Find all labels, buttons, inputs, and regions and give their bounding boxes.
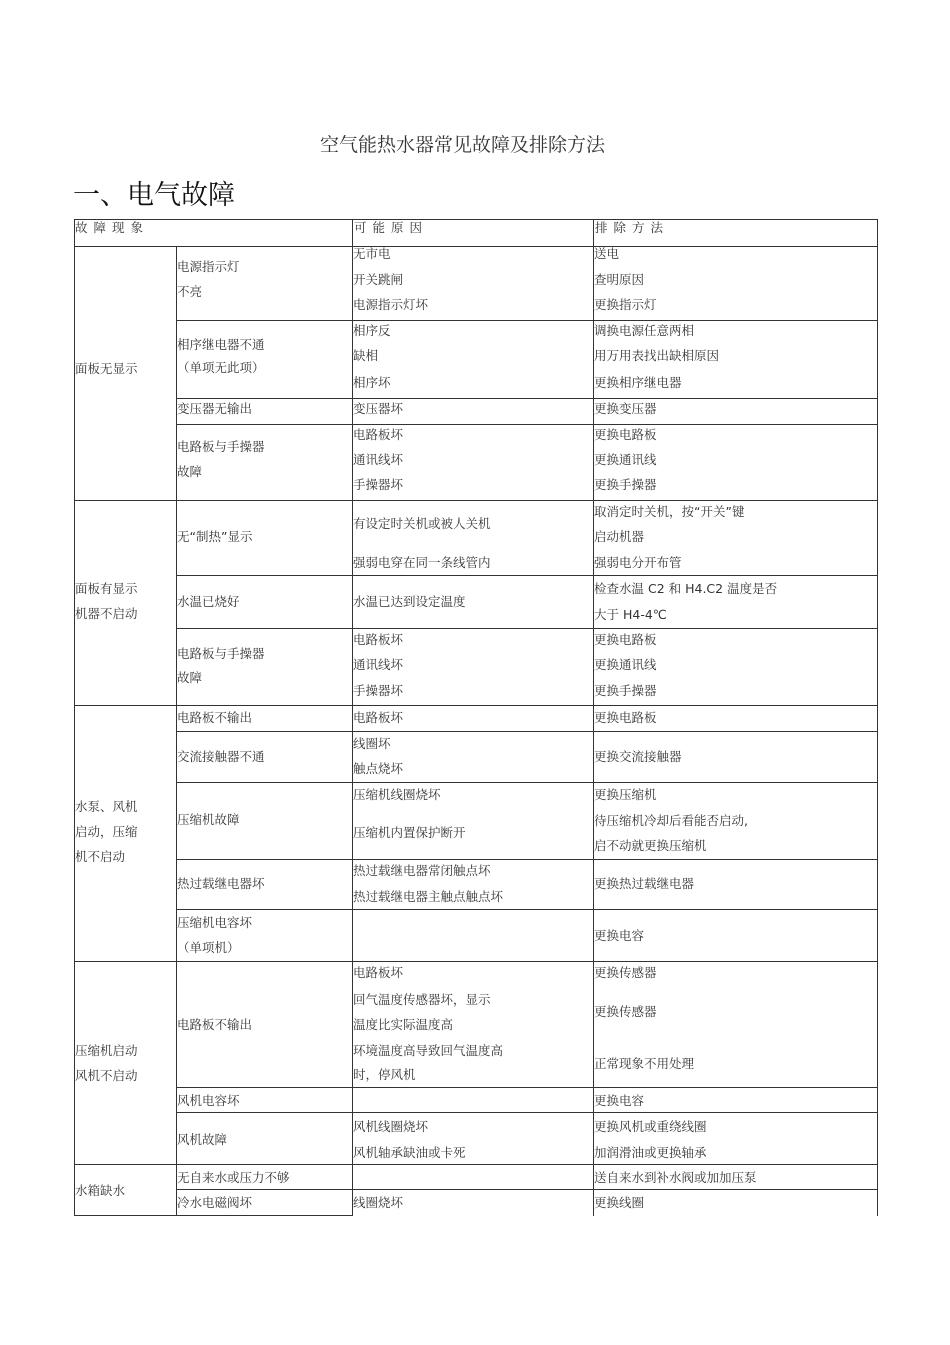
solution-cell: 更换电路板	[594, 632, 657, 647]
cause-cell: 线圈烧坏	[353, 1195, 404, 1210]
symptom-cell: （单项机）	[177, 940, 240, 955]
group-label: 风机不启动	[75, 1068, 138, 1083]
solution-cell: 更换通讯线	[594, 657, 657, 672]
solution-cell: 更换电路板	[594, 427, 657, 442]
symptom-cell: 热过载继电器坏	[177, 876, 265, 891]
cause-cell: 有设定时关机或被人关机	[353, 516, 491, 531]
cause-cell: 温度比实际温度高	[353, 1017, 454, 1032]
solution-cell: 查明原因	[594, 272, 645, 287]
cause-cell: 热过载继电器主触点触点坏	[353, 889, 504, 904]
solution-cell: 取消定时关机，按“开关”键	[594, 504, 745, 519]
section-heading: 一、电气故障	[73, 180, 235, 211]
solution-cell: 更换电路板	[594, 710, 657, 725]
solution-cell: 更换传感器	[594, 1004, 657, 1019]
solution-cell: 更换手操器	[594, 477, 657, 492]
solution-cell: 用万用表找出缺相原因	[594, 348, 720, 363]
group-label: 压缩机启动	[75, 1043, 138, 1058]
group-label: 水箱缺水	[75, 1183, 126, 1198]
symptom-cell: 压缩机电容坏	[177, 915, 253, 930]
solution-cell: 待压缩机冷却后看能否启动,	[594, 813, 748, 828]
solution-cell: 送自来水到补水阀或加加压泵	[594, 1170, 757, 1185]
table-border-top	[74, 219, 878, 220]
cause-cell: 风机轴承缺油或卡死	[353, 1145, 466, 1160]
cause-cell: 压缩机线圈烧坏	[353, 787, 441, 802]
symptom-cell: 故障	[177, 464, 203, 479]
header-solution: 排除方法	[595, 220, 670, 235]
cause-cell: 电路板坏	[353, 710, 404, 725]
cause-cell: 手操器坏	[353, 477, 404, 492]
cause-cell: 通讯线坏	[353, 452, 404, 467]
group-label: 机器不启动	[75, 606, 138, 621]
cause-cell: 相序反	[353, 323, 391, 338]
cause-cell: 线圈坏	[353, 736, 391, 751]
solution-cell: 送电	[594, 246, 620, 261]
solution-cell: 更换电容	[594, 928, 645, 943]
group-divider	[74, 705, 878, 706]
cause-cell: 环境温度高导致回气温度高	[353, 1043, 504, 1058]
solution-cell: 检查水温 C2 和 H4.C2 温度是否	[594, 581, 778, 596]
solution-cell: 更换电容	[594, 1093, 645, 1108]
row-divider	[176, 859, 878, 860]
cause-cell: 无市电	[353, 246, 391, 261]
group-label: 面板无显示	[75, 361, 138, 376]
group-label: 启动，压缩	[75, 824, 138, 839]
solution-cell: 更换通讯线	[594, 452, 657, 467]
cause-cell: 风机线圈烧坏	[353, 1119, 429, 1134]
row-divider	[176, 1087, 878, 1088]
symptom-cell: 电路板与手操器	[177, 646, 265, 661]
group-divider	[74, 961, 878, 962]
symptom-cell: 无自来水或压力不够	[177, 1170, 290, 1185]
fault-table	[74, 219, 878, 1216]
symptom-cell: 风机电容坏	[177, 1093, 240, 1108]
symptom-cell: 故障	[177, 670, 203, 685]
symptom-cell: 交流接触器不通	[177, 749, 265, 764]
solution-cell: 更换压缩机	[594, 787, 657, 802]
solution-cell: 加润滑油或更换轴承	[594, 1145, 707, 1160]
row-divider	[176, 731, 878, 732]
row-divider	[176, 1112, 878, 1113]
group-label: 水泵、风机	[75, 799, 138, 814]
cause-cell: 触点烧坏	[353, 761, 404, 776]
solution-cell: 更换指示灯	[594, 297, 657, 312]
row-divider	[176, 424, 878, 425]
symptom-cell: 电路板不输出	[177, 1017, 253, 1032]
solution-cell: 更换传感器	[594, 965, 657, 980]
solution-cell: 更换线圈	[594, 1195, 645, 1210]
symptom-cell: 电路板不输出	[177, 710, 253, 725]
cause-cell: 缺相	[353, 348, 379, 363]
solution-cell: 启不动就更换压缩机	[594, 838, 707, 853]
cause-cell: 电路板坏	[353, 965, 404, 980]
solution-cell: 启动机器	[594, 529, 645, 544]
row-divider	[176, 1189, 878, 1190]
cause-cell: 手操器坏	[353, 683, 404, 698]
cause-cell: 热过载继电器常闭触点坏	[353, 863, 491, 878]
symptom-cell: 风机故障	[177, 1132, 228, 1147]
solution-cell: 大于 H4-4℃	[594, 607, 667, 622]
symptom-cell: （单项无此项）	[177, 360, 265, 375]
header-cause: 可能原因	[354, 220, 429, 235]
cause-cell: 相序坏	[353, 375, 391, 390]
row-divider	[176, 782, 878, 783]
cause-cell: 变压器坏	[353, 401, 404, 416]
symptom-cell: 压缩机故障	[177, 812, 240, 827]
solution-cell: 更换变压器	[594, 401, 657, 416]
cause-cell: 水温已达到设定温度	[353, 594, 466, 609]
symptom-cell: 电源指示灯	[177, 259, 240, 274]
solution-cell: 强弱电分开布管	[594, 555, 682, 570]
cause-cell: 通讯线坏	[353, 657, 404, 672]
group-label: 机不启动	[75, 849, 126, 864]
cause-cell: 电源指示灯坏	[353, 297, 429, 312]
row-divider	[176, 575, 878, 576]
row-divider	[176, 398, 878, 399]
symptom-cell: 水温已烧好	[177, 594, 240, 609]
cause-cell: 强弱电穿在同一条线管内	[353, 555, 491, 570]
row-divider	[176, 628, 878, 629]
table-border-bottom	[74, 1215, 353, 1216]
cause-cell: 电路板坏	[353, 632, 404, 647]
solution-cell: 调换电源任意两相	[594, 323, 695, 338]
solution-cell: 更换风机或重绕线圈	[594, 1119, 707, 1134]
cause-cell: 压缩机内置保护断开	[353, 825, 466, 840]
document-title: 空气能热水器常见故障及排除方法	[319, 134, 605, 156]
cause-cell: 开关跳闸	[353, 272, 404, 287]
row-divider	[176, 909, 878, 910]
symptom-cell: 不亮	[177, 284, 203, 299]
solution-cell: 更换热过载继电器	[594, 876, 695, 891]
solution-cell: 正常现象不用处理	[594, 1056, 695, 1071]
symptom-cell: 相序继电器不通	[177, 337, 265, 352]
group-divider	[74, 1164, 878, 1165]
cause-cell: 电路板坏	[353, 427, 404, 442]
solution-cell: 更换交流接触器	[594, 749, 682, 764]
header-bottom-line	[74, 246, 878, 247]
cause-cell: 回气温度传感器坏，显示	[353, 992, 491, 1007]
table-border-right	[877, 219, 878, 1216]
cause-cell: 时，停风机	[353, 1067, 416, 1082]
group-divider	[74, 500, 878, 501]
solution-cell: 更换手操器	[594, 683, 657, 698]
header-phenomenon: 故障现象	[75, 220, 150, 235]
symptom-cell: 变压器无输出	[177, 401, 253, 416]
row-divider	[176, 320, 878, 321]
symptom-cell: 冷水电磁阀坏	[177, 1195, 253, 1210]
solution-cell: 更换相序继电器	[594, 375, 682, 390]
symptom-cell: 电路板与手操器	[177, 439, 265, 454]
group-label: 面板有显示	[75, 581, 138, 596]
symptom-cell: 无“制热”显示	[177, 529, 253, 544]
